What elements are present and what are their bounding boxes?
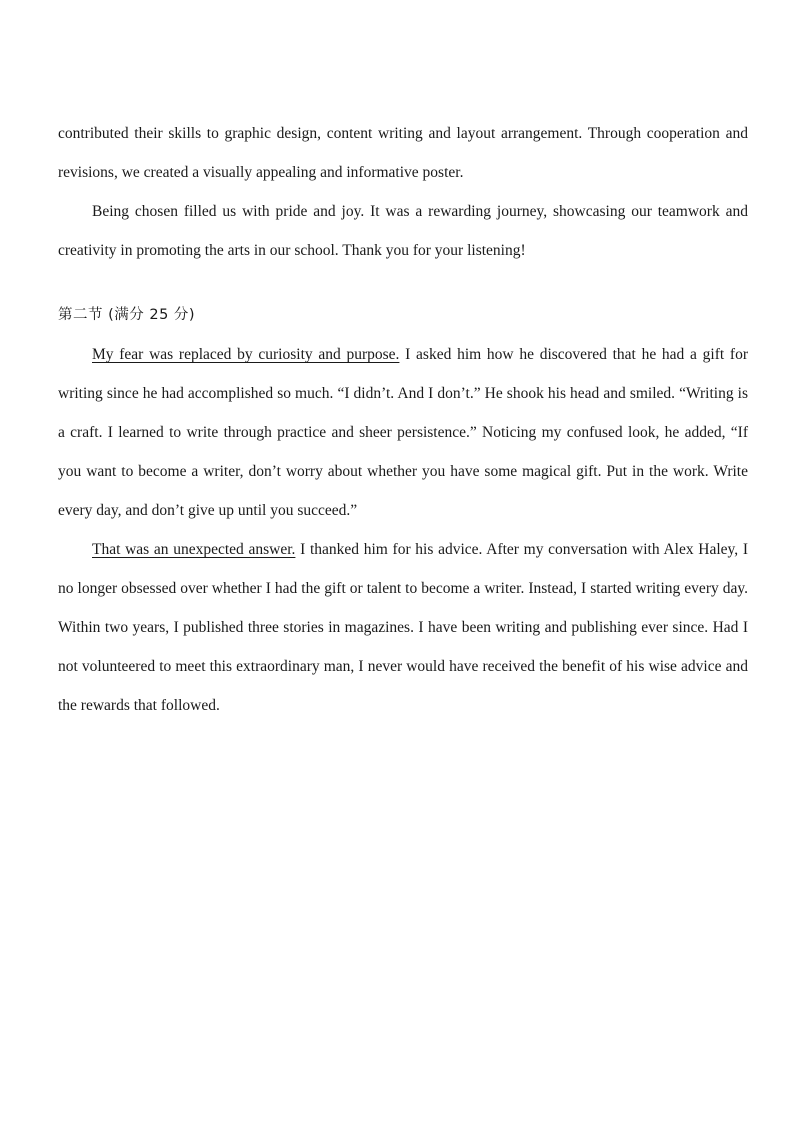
document-body xyxy=(58,114,748,725)
section-heading: 第二节 (满分 25 分) xyxy=(58,307,196,323)
paragraph-unexpected-text: I thanked him for his advice. After my conversation with Alex Haley, I no longer obsessed over whether I had the gift or talent to become a writer. Instead, I started writing every day. Within two years, I published three stories in magazines. I have been writing and publishing ever since. Had I not volunteered to meet this extraordinary man, I never would have received the benefit of his wise advice and the rewards that followed. xyxy=(58,541,748,714)
paragraph-curiosity xyxy=(58,335,748,530)
paragraph-curiosity-text: I asked him how he discovered that he had a gift for writing since he had accomplished so much. “I didn’t. And I don’t.” He shook his head and smiled. “Writing is a craft. I learned to write through practice and sheer persistence.” Noticing my confused look, he added, “If you want to become a writer, don’t worry about whether you have some magical gift. Put in the work. Write every day, and don’t give up until you succeed.” xyxy=(58,346,748,519)
underlined-sentence-unexpected: That was an unexpected answer. xyxy=(92,541,296,558)
underlined-sentence-curiosity: My fear was replaced by curiosity and purpose. xyxy=(92,346,400,363)
paragraph-pride-and-joy: Being chosen filled us with pride and joy. It was a rewarding journey, showcasing our teamwork and creativity in promoting the arts in our school. Thank you for your listening! xyxy=(58,203,748,259)
paragraph-poster-cooperation: contributed their skills to graphic design, content writing and layout arrangement. Through cooperation and revisions, we created a visually appealing and informative poster. xyxy=(58,125,748,181)
paragraph-unexpected-answer xyxy=(58,530,748,725)
